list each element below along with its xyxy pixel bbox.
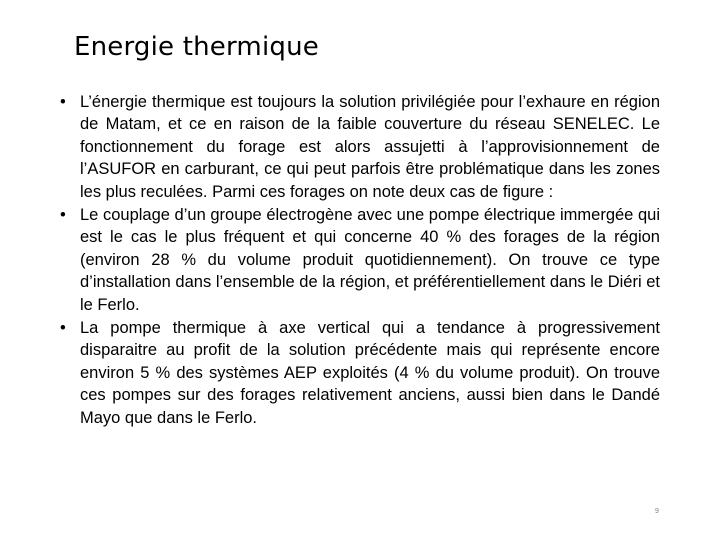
bullet-item (60, 91, 660, 203)
bullet-text: Le couplage d’un groupe électrogène avec une pompe électrique immergée qui est le cas le plus fréquent et qui concerne 40 % des forages de la région (environ 28 % du volume produit quotidiennement). On trouve ce type d’installation dans l’ensemble de la région, et préférentiellement dans le Diéri et le Ferlo. (80, 206, 660, 314)
bullet-item (60, 317, 660, 429)
bullet-marker: • (60, 319, 66, 338)
page-number: 9 (655, 508, 659, 515)
bullet-marker: • (60, 93, 66, 111)
bullet-item (60, 204, 660, 316)
bullet-list (60, 91, 660, 430)
bullet-marker: • (60, 206, 66, 225)
bullet-text: La pompe thermique à axe vertical qui a tendance à progressivement disparaitre au profit de la solution précédente mais qui représente encore environ 5 % des systèmes AEP exploités (4 % du volume produit). On trouve ces pompes sur des forages relativement anciens, aussi bien dans le Dandé Mayo que dans le Ferlo. (80, 319, 660, 427)
slide-title: Energie thermique (74, 32, 319, 62)
bullet-text: L’énergie thermique est toujours la solution privilégiée pour l’exhaure en région de Matam, et ce en raison de la faible couverture du réseau SENELEC. Le fonctionnement du forage est alors assujetti à l’approvisionnement de l’ASUFOR en carburant, ce qui peut parfois être problématique dans les zones les plus reculées. Parmi ces forages on note deux cas de figure : (80, 93, 660, 201)
